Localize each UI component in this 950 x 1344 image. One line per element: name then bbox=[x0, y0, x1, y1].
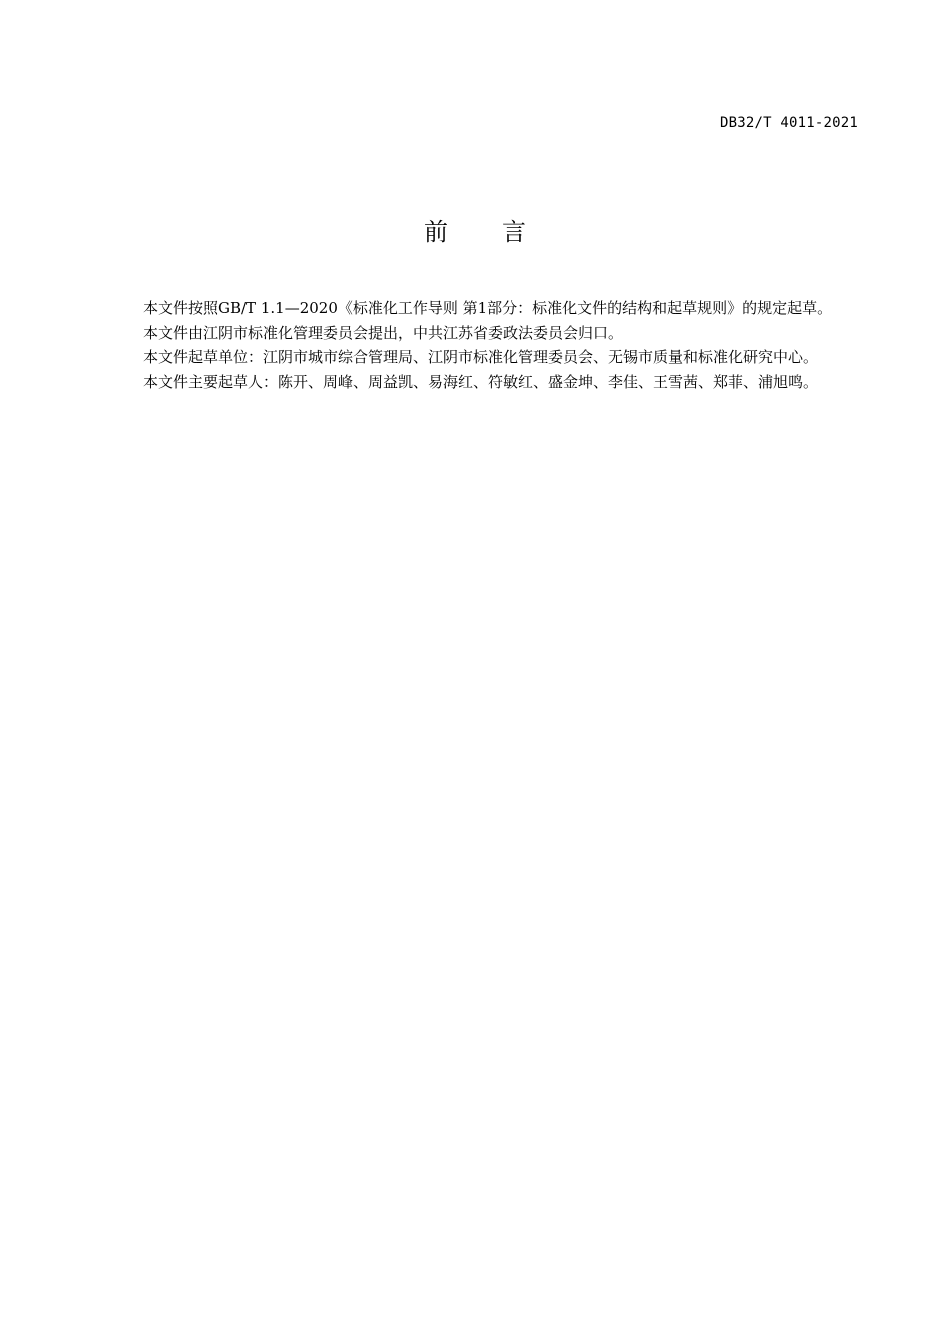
page-title: 前言 bbox=[424, 218, 580, 246]
document-code: DB32/T 4011-2021 bbox=[719, 115, 858, 131]
paragraph-drafters: 本文件主要起草人：陈开、周峰、周益凯、易海红、符敏红、盛金坤、李佳、王雪茜、郑菲、浦旭鸣。 bbox=[143, 372, 819, 391]
paragraph-drafting-rules: 本文件按照GB/T 1.1—2020《标准化工作导则 第1部分：标准化文件的结构和起草规则》的规定起草。 bbox=[143, 299, 833, 317]
foreword-body bbox=[113, 296, 859, 394]
paragraph-proposer: 本文件由江阴市标准化管理委员会提出，中共江苏省委政法委员会归口。 bbox=[143, 323, 624, 342]
paragraph-drafting-units: 本文件起草单位：江阴市城市综合管理局、江阴市标准化管理委员会、无锡市质量和标准化研究中心。 bbox=[143, 348, 819, 366]
